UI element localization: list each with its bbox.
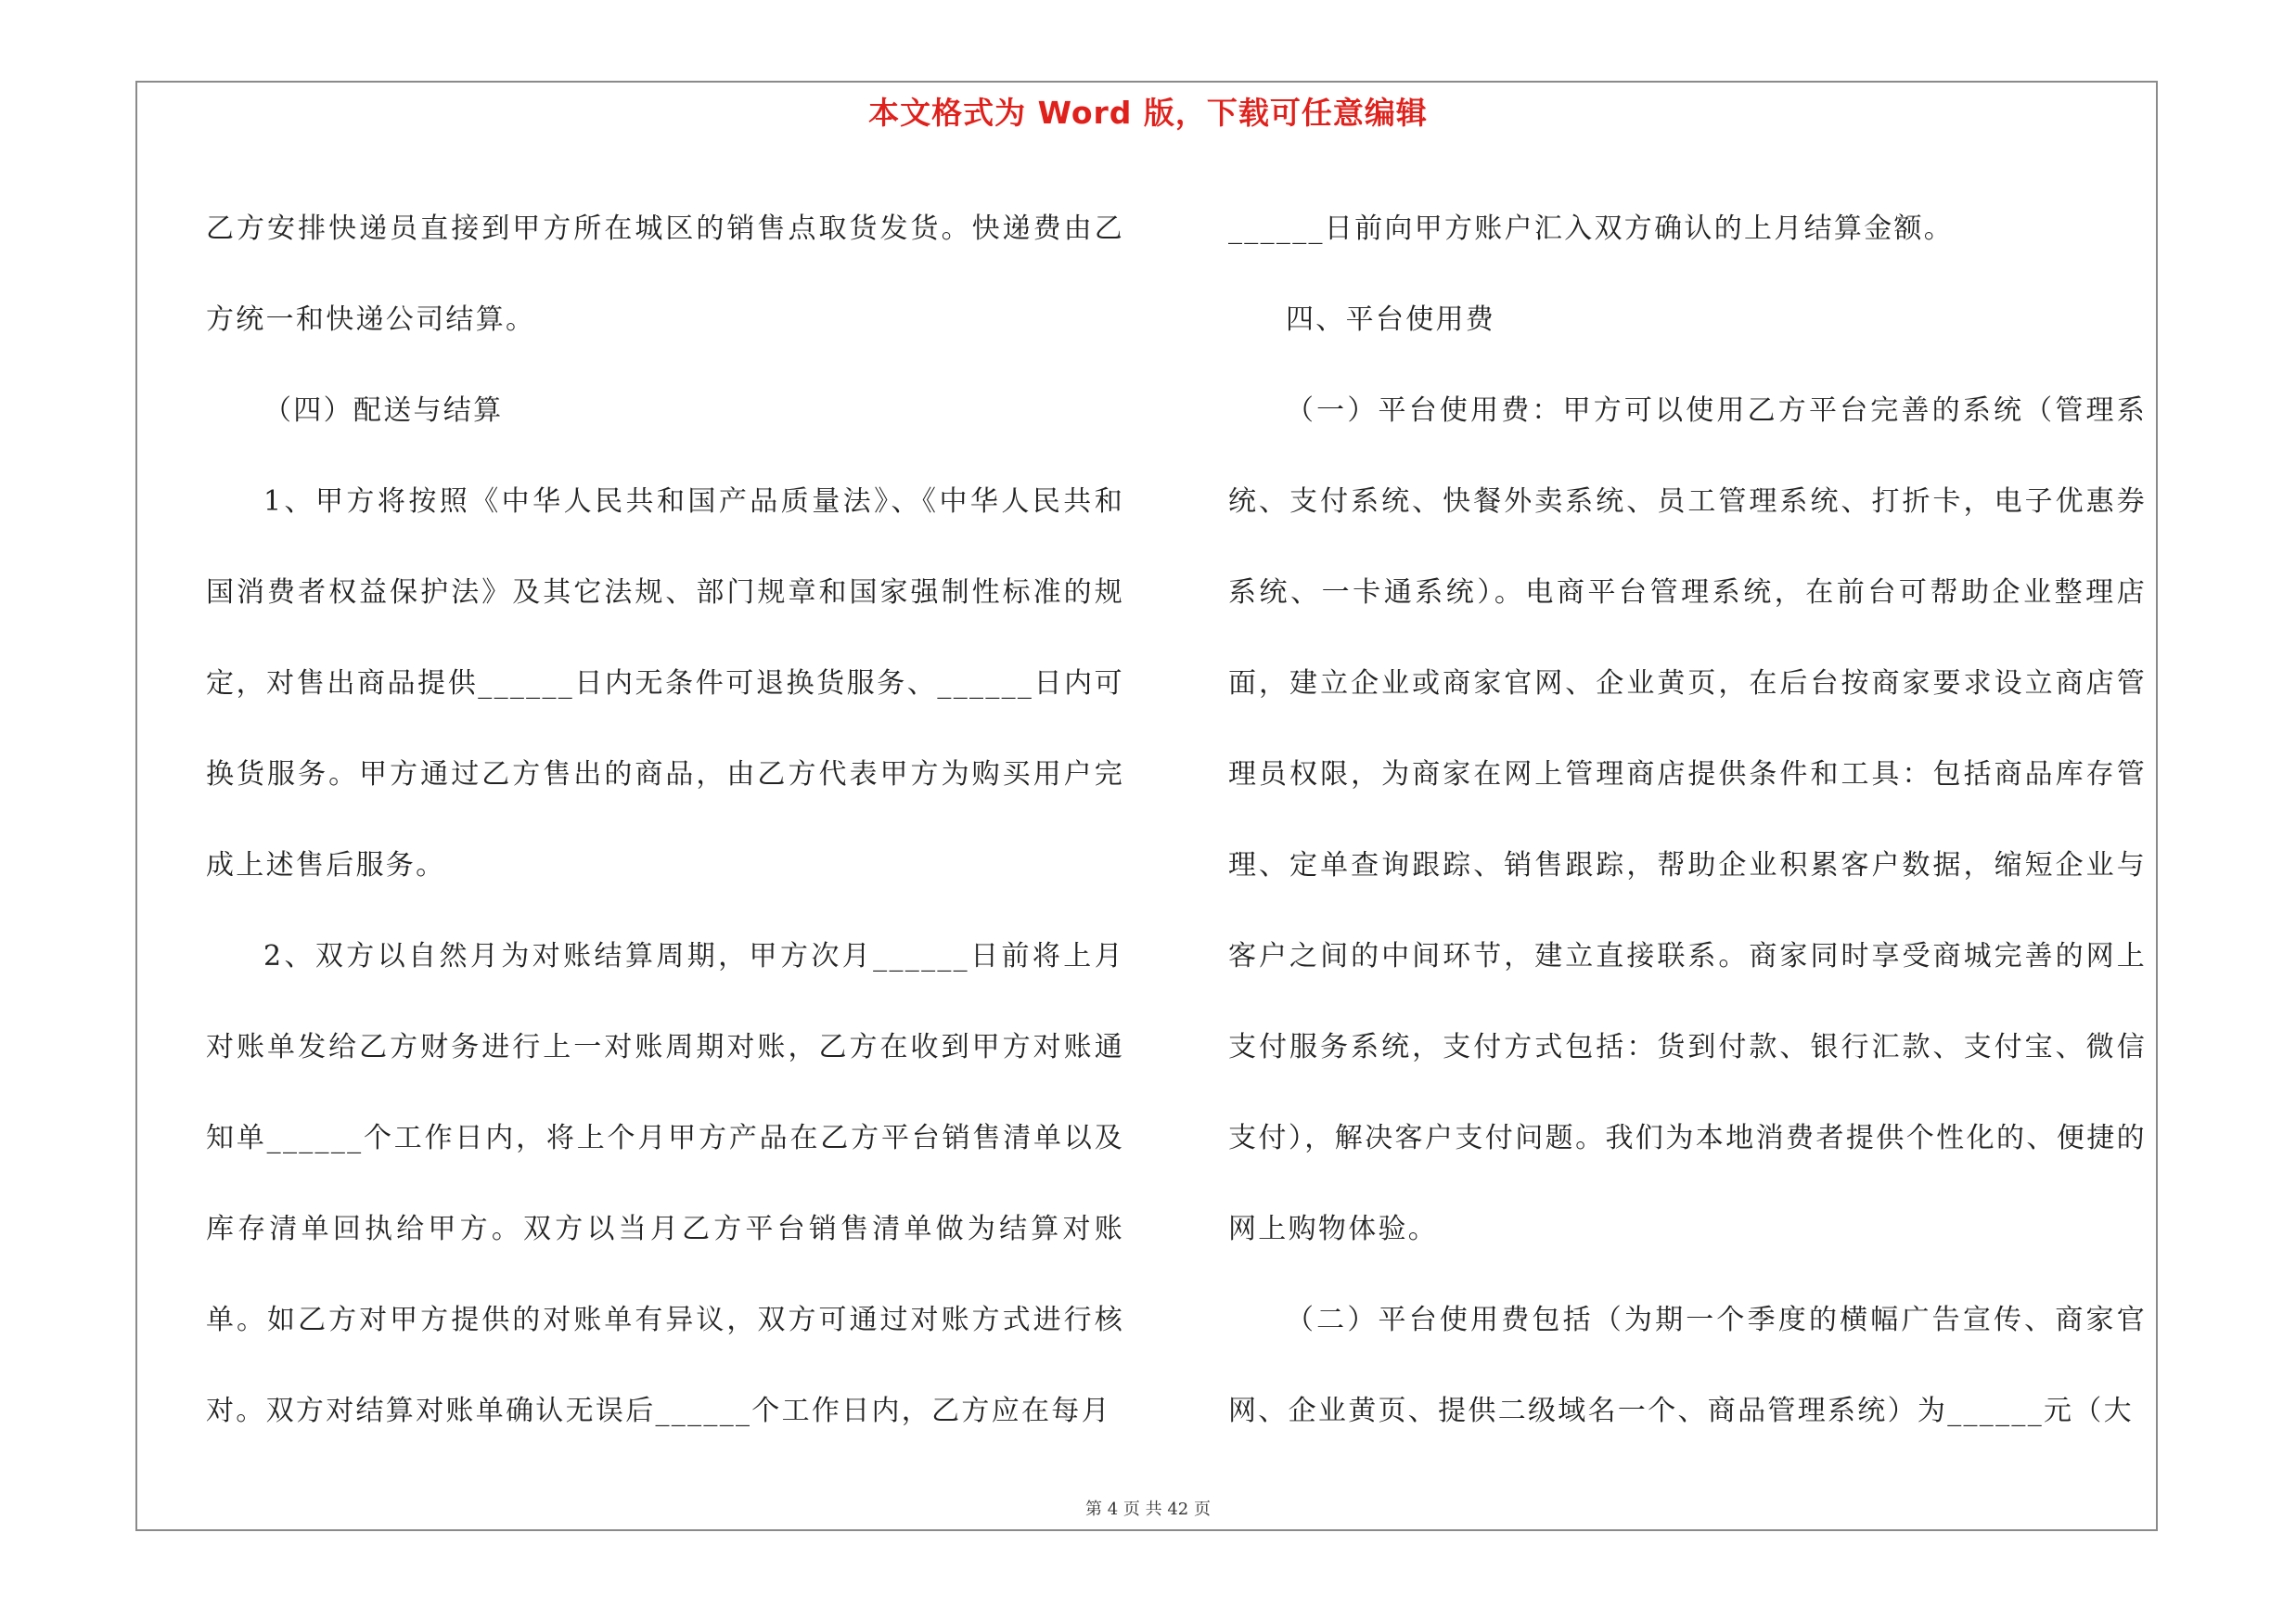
right-column [1228,184,2147,1457]
left-paragraph-4: 2、双方以自然月为对账结算周期，甲方次月______日前将上月对账单发给乙方财务进行上一对账周期对账，乙方在收到甲方对账通知单______个工作日内，将上个月甲方产品在乙方平台销售清单以及库存清单回执给甲方。双方以当月乙方平台销售清单做为结算对账单。如乙方对甲方提供的对账单有异议，双方可通过对账方式进行核对。双方对结算对账单确认无误后______个工作日内，乙方应在每月 [206,940,1124,1427]
right-paragraph-4: （二）平台使用费包括（为期一个季度的横幅广告宣传、商家官网、企业黄页、提供二级域名一个、商品管理系统）为______元（大 [1228,1304,2147,1427]
right-paragraph-3: （一）平台使用费：甲方可以使用乙方平台完善的系统（管理系统、支付系统、快餐外卖系统、员工管理系统、打折卡，电子优惠券系统、一卡通系统）。电商平台管理系统，在前台可帮助企业整理店面，建立企业或商家官网、企业黄页，在后台按商家要求设立商店管理员权限，为商家在网上管理商店提供条件和工具：包括商品库存管理、定单查询跟踪、销售跟踪，帮助企业积累客户数据，缩短企业与客户之间的中间环节，建立直接联系。商家同时享受商城完善的网上支付服务系统，支付方式包括：货到付款、银行汇款、支付宝、微信支付），解决客户支付问题。我们为本地消费者提供个性化的、便捷的网上购物体验。 [1228,394,2147,1245]
left-paragraph-2: （四）配送与结算 [263,394,504,427]
left-column [206,184,1124,1457]
right-paragraph-1: ______日前向甲方账户汇入双方确认的上月结算金额。 [1228,213,1955,245]
left-paragraph-1: 乙方安排快递员直接到甲方所在城区的销售点取货发货。快递费由乙方统一和快递公司结算。 [206,213,1124,336]
right-paragraph-2: 四、平台使用费 [1286,303,1496,336]
header-banner: 本文格式为 Word 版，下载可任意编辑 [868,95,1428,131]
left-paragraph-3: 1、甲方将按照《中华人民共和国产品质量法》、《中华人民共和国消费者权益保护法》及其它法规、部门规章和国家强制性标准的规定，对售出商品提供______日内无条件可退换货服务、______日内可换货服务。甲方通过乙方售出的商品，由乙方代表甲方为购买用户完成上述售后服务。 [206,485,1124,882]
page-indicator: 第 4 页 共 42 页 [1085,1500,1211,1519]
